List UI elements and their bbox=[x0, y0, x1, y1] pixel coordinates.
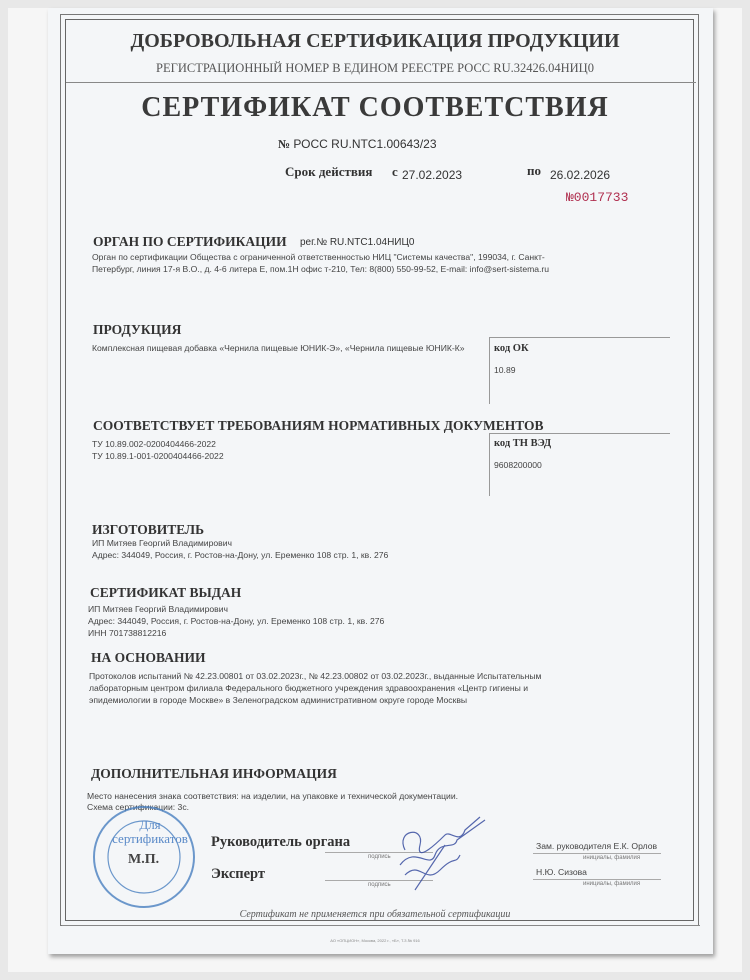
product-text: Комплексная пищевая добавка «Чернила пищевые ЮНИК-Э», «Чернила пищевые ЮНИК-К» bbox=[92, 343, 465, 353]
header-title: ДОБРОВОЛЬНАЯ СЕРТИФИКАЦИЯ ПРОДУКЦИИ bbox=[130, 30, 620, 52]
conformity-heading: СООТВЕТСТВУЕТ ТРЕБОВАНИЯМ НОРМАТИВНЫХ ДОКУМЕНТОВ bbox=[93, 418, 544, 433]
head-name-caption: инициалы, фамилия bbox=[583, 855, 641, 861]
extra-line-1: Место нанесения знака соответствия: на изделии, на упаковке и технической документации. bbox=[87, 791, 459, 801]
from-label: с bbox=[392, 164, 398, 179]
product-heading: ПРОДУКЦИЯ bbox=[93, 322, 182, 337]
number-label: № bbox=[278, 137, 291, 151]
tnved-code-label: код ТН ВЭД bbox=[494, 438, 552, 449]
basis-line-1: Протоколов испытаний № 42.23.00801 от 03.02.2023г., № 42.23.00802 от 03.02.2023г., выданные Испытательным bbox=[89, 671, 542, 681]
expert-sign-caption: подпись bbox=[368, 882, 391, 888]
expert-name: Н.Ю. Сизова bbox=[536, 867, 587, 877]
basis-line-3: эпидемиологии в городе Москве» в Зеленоградском административном округе городе Москвы bbox=[89, 695, 468, 705]
signature-scribbles bbox=[385, 815, 495, 895]
head-label: Руководитель органа bbox=[211, 834, 351, 850]
extra-heading: ДОПОЛНИТЕЛЬНАЯ ИНФОРМАЦИЯ bbox=[91, 766, 337, 781]
certificate-number bbox=[278, 137, 437, 152]
issued-inn: ИНН 701738812216 bbox=[88, 628, 167, 638]
divider bbox=[66, 82, 696, 83]
issued-name: ИП Митяев Георгий Владимирович bbox=[88, 604, 229, 614]
body-heading: ОРГАН ПО СЕРТИФИКАЦИИ bbox=[93, 234, 287, 249]
validity-label: Срок действия bbox=[285, 164, 373, 179]
head-sign-caption: подпись bbox=[368, 854, 391, 860]
stamp-text: Для сертификатов bbox=[112, 817, 188, 846]
number-value: РОСС RU.NTC1.00643/23 bbox=[293, 137, 437, 151]
manufacturer-name: ИП Митяев Георгий Владимирович bbox=[92, 538, 233, 548]
extra-line-2: Схема сертификации: 3с. bbox=[87, 802, 190, 812]
body-line-1: Орган по сертификации Общества с ограниченной ответственностью НИЦ "Системы качества", 199034, г. Санкт- bbox=[92, 252, 545, 262]
conformity-doc: ТУ 10.89.002-0200404466-2022 bbox=[92, 439, 216, 449]
registry-number: РЕГИСТРАЦИОННЫЙ НОМЕР В ЕДИНОМ РЕЕСТРЕ РОСС RU.32426.04НИЦ0 bbox=[156, 61, 594, 75]
manufacturer-heading: ИЗГОТОВИТЕЛЬ bbox=[92, 522, 205, 537]
manufacturer-address: Адрес: 344049, Россия, г. Ростов-на-Дону, ул. Еременко 108 стр. 1, кв. 276 bbox=[92, 550, 389, 560]
head-name-line bbox=[533, 853, 661, 854]
footer-divider bbox=[62, 925, 700, 926]
footer-note: Сертификат не применяется при обязательной сертификации bbox=[239, 909, 511, 920]
issued-address: Адрес: 344049, Россия, г. Ростов-на-Дону, ул. Еременко 108 стр. 1, кв. 276 bbox=[88, 616, 385, 626]
mp-label: М.П. bbox=[128, 852, 160, 867]
expert-name-line bbox=[533, 879, 661, 880]
expert-label: Эксперт bbox=[211, 866, 266, 882]
conformity-doc: ТУ 10.89.1-001-0200404466-2022 bbox=[92, 451, 224, 461]
basis-heading: НА ОСНОВАНИИ bbox=[91, 650, 206, 665]
ok-code-label: код ОК bbox=[494, 343, 529, 354]
to-label: по bbox=[527, 163, 541, 178]
tnved-code: 9608200000 bbox=[494, 460, 542, 470]
valid-from: 27.02.2023 bbox=[402, 168, 463, 182]
body-line-2: Петербург, линия 17-я В.О., д. 4-6 литера Е, пом.1Н офис т-210, Тел: 8(800) 550-99-52, E-mail: info@sert-sistema.ru bbox=[92, 264, 550, 274]
issued-heading: СЕРТИФИКАТ ВЫДАН bbox=[90, 585, 242, 600]
body-reg: рег.№ RU.NTC1.04НИЦ0 bbox=[300, 237, 415, 248]
print-info: АО «ОПЦИОН», Москва, 2022 г., «Б», Т.З.№ 916 bbox=[330, 938, 420, 943]
serial-number: №0017733 bbox=[566, 190, 629, 205]
valid-to: 26.02.2026 bbox=[550, 168, 611, 182]
ok-code: 10.89 bbox=[494, 365, 516, 375]
expert-name-caption: инициалы, фамилия bbox=[583, 881, 641, 887]
certificate-title: СЕРТИФИКАТ СООТВЕТСТВИЯ bbox=[141, 92, 609, 123]
head-name: Зам. руководителя Е.К. Орлов bbox=[536, 841, 658, 851]
basis-line-2: лабораторным центром филиала Федерального бюджетного учреждения здравоохранения «Центр гигиены и bbox=[89, 683, 529, 693]
